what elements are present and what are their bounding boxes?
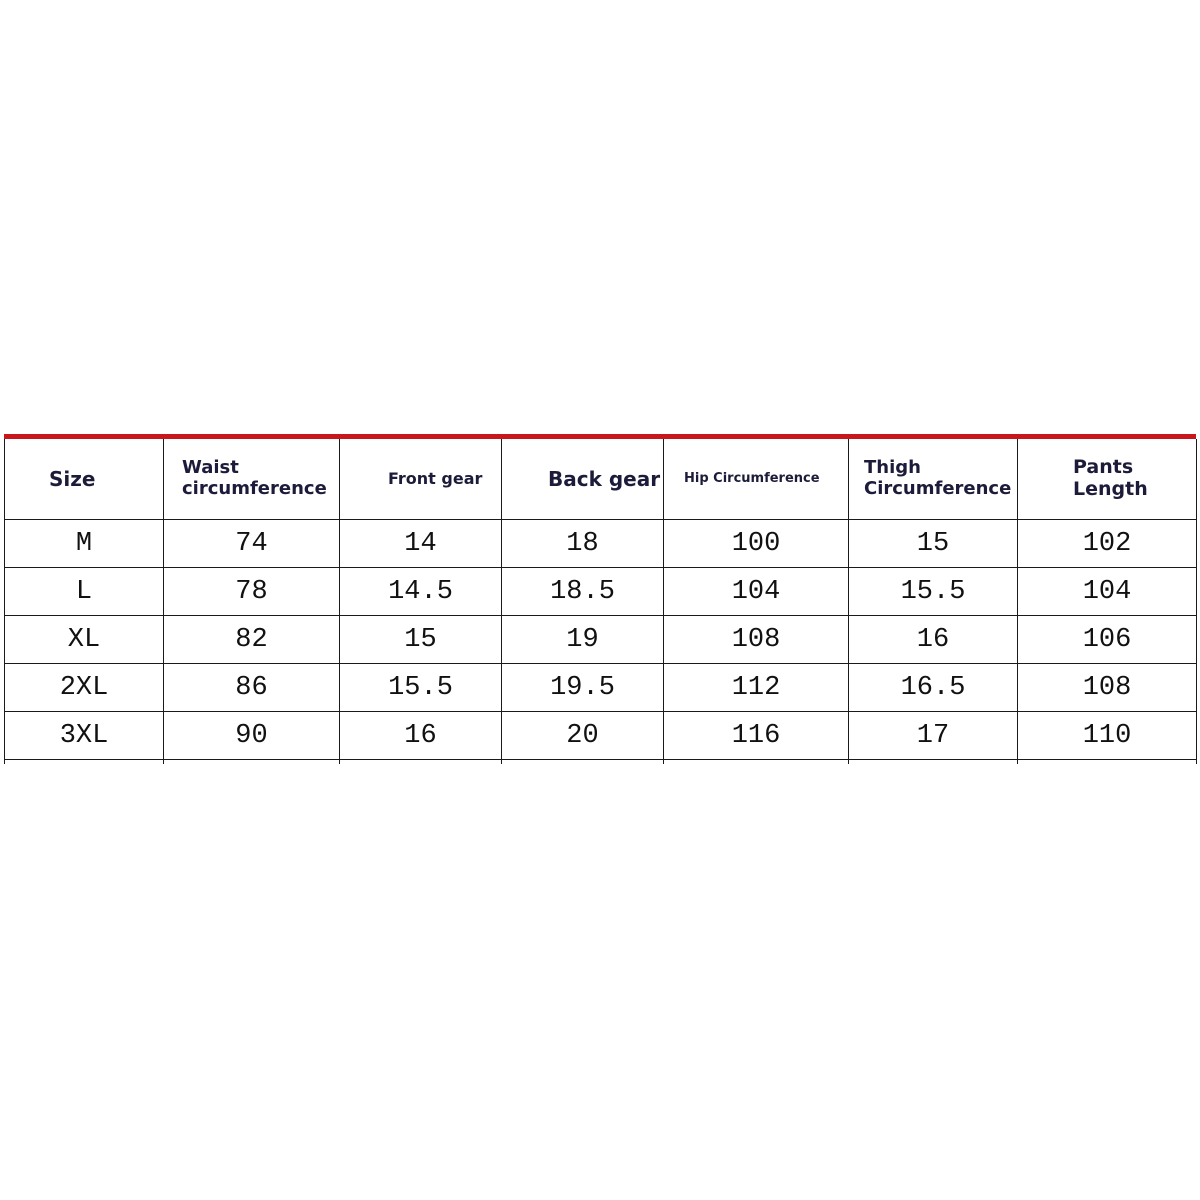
- cell-thigh: 15.5: [849, 568, 1018, 616]
- cell-back-gear: 20: [502, 712, 664, 760]
- header-thigh-circumference: Thigh Circumference: [849, 439, 1018, 520]
- cell-pants-length: 104: [1018, 568, 1197, 616]
- header-pants-length: Pants Length: [1018, 439, 1197, 520]
- cell-waist: 78: [164, 568, 340, 616]
- cell-hip: 112: [664, 664, 849, 712]
- cell-hip: 116: [664, 712, 849, 760]
- cell-front-gear: 15.5: [340, 664, 502, 712]
- table-row: [5, 616, 1197, 664]
- cell-size: M: [5, 520, 164, 568]
- cell-size: 3XL: [5, 712, 164, 760]
- cell-waist: 86: [164, 664, 340, 712]
- cell-pants-length: 102: [1018, 520, 1197, 568]
- header-size: Size: [5, 439, 164, 520]
- cell-size: 2XL: [5, 664, 164, 712]
- header-front-gear: Front gear: [340, 439, 502, 520]
- cell-pants-length: 106: [1018, 616, 1197, 664]
- cell-hip: 100: [664, 520, 849, 568]
- cell-hip: 104: [664, 568, 849, 616]
- cell-pants-length: 108: [1018, 664, 1197, 712]
- cell-front-gear: 14.5: [340, 568, 502, 616]
- table-header-row: [5, 439, 1197, 520]
- table-row: [5, 664, 1197, 712]
- cell-thigh: 15: [849, 520, 1018, 568]
- cell-back-gear: 19.5: [502, 664, 664, 712]
- size-chart-table: [4, 439, 1197, 764]
- cell-thigh: 16: [849, 616, 1018, 664]
- cell-back-gear: 18: [502, 520, 664, 568]
- table-row: [5, 568, 1197, 616]
- cell-hip: 108: [664, 616, 849, 664]
- cell-size: L: [5, 568, 164, 616]
- cell-size: XL: [5, 616, 164, 664]
- cell-front-gear: 16: [340, 712, 502, 760]
- cell-front-gear: 15: [340, 616, 502, 664]
- cell-waist: 74: [164, 520, 340, 568]
- header-hip-circumference: Hip Circumference: [664, 439, 849, 520]
- cell-back-gear: 19: [502, 616, 664, 664]
- cell-waist: 82: [164, 616, 340, 664]
- cell-thigh: 16.5: [849, 664, 1018, 712]
- cell-front-gear: 14: [340, 520, 502, 568]
- table-row: [5, 520, 1197, 568]
- table-row: [5, 712, 1197, 760]
- cell-waist: 90: [164, 712, 340, 760]
- header-back-gear: Back gear: [502, 439, 664, 520]
- cell-thigh: 17: [849, 712, 1018, 760]
- cell-back-gear: 18.5: [502, 568, 664, 616]
- table-tail-row: [5, 760, 1197, 765]
- header-waist-circumference: Waist circumference: [164, 439, 340, 520]
- cell-pants-length: 110: [1018, 712, 1197, 760]
